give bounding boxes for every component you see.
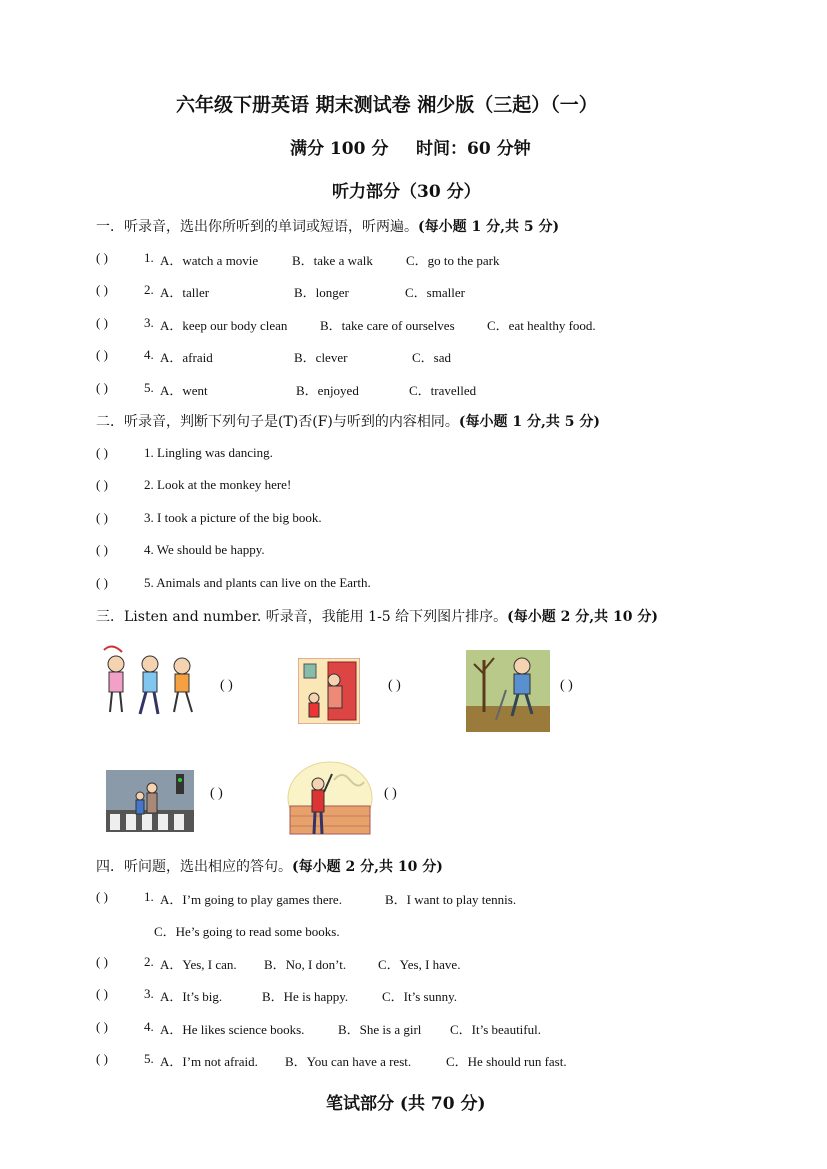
question-number: 3. xyxy=(144,315,154,330)
answer-blank[interactable]: ( ) xyxy=(96,575,108,590)
question-number: 1. xyxy=(144,889,154,904)
section1-points: (每小题 1 分,共 5 分) xyxy=(418,219,560,235)
statement-text: 3. I took a picture of the big book. xyxy=(144,510,322,525)
option-a: A．Yes, I can. xyxy=(160,957,237,972)
drawing-on-wall-picture xyxy=(284,760,374,838)
option-a: A．I’m going to play games there. xyxy=(160,892,342,907)
family-door-picture xyxy=(298,658,360,724)
section2-instruction: 二．听录音，判断下列句子是(T)否(F)与听到的内容相同。 xyxy=(96,414,459,430)
answer-blank[interactable]: ( ) xyxy=(96,282,108,297)
question-number: 4. xyxy=(144,1019,154,1034)
score-info: 满分 100 分 xyxy=(290,139,389,159)
picture1-answer-blank[interactable]: ( ) xyxy=(220,678,233,693)
answer-blank[interactable]: ( ) xyxy=(96,510,108,525)
section2-points: (每小题 1 分,共 5 分) xyxy=(458,414,601,430)
option-b: B．longer xyxy=(294,285,349,300)
option-c: C．smaller xyxy=(405,285,465,300)
picture4-answer-blank[interactable]: ( ) xyxy=(210,786,223,801)
option-c: C．Yes, I have. xyxy=(378,957,461,972)
option-a: A．afraid xyxy=(160,350,213,365)
statement-text: 4. We should be happy. xyxy=(144,542,265,557)
statement-text: 1. Lingling was dancing. xyxy=(144,445,273,460)
page-title: 六年级下册英语 期末测试卷 湘少版（三起）（一） xyxy=(176,94,598,116)
section1-heading xyxy=(96,216,559,236)
answer-blank[interactable]: ( ) xyxy=(96,445,108,460)
question-number: 2. xyxy=(144,954,154,969)
option-c: C．travelled xyxy=(409,383,477,398)
question-number: 4. xyxy=(144,347,154,362)
statement-text: 5. Animals and plants can live on the Earth. xyxy=(144,575,371,590)
answer-blank[interactable]: ( ) xyxy=(96,380,108,395)
option-c: C．It’s beautiful. xyxy=(450,1022,541,1037)
section4-instruction: 四．听问题，选出相应的答句。 xyxy=(96,859,292,875)
time-info: 时间：60 分钟 xyxy=(416,139,531,159)
picture3-answer-blank[interactable]: ( ) xyxy=(560,678,573,693)
section4-heading xyxy=(96,856,443,876)
option-b: B．No, I don’t. xyxy=(264,957,347,972)
option-a: A．taller xyxy=(160,285,210,300)
answer-blank[interactable]: ( ) xyxy=(96,542,108,557)
answer-blank[interactable]: ( ) xyxy=(96,250,108,265)
written-part-heading: 笔试部分 (共 70 分) xyxy=(326,1094,486,1114)
listening-part-heading: 听力部分（30 分） xyxy=(332,182,481,202)
option-c: C．He’s going to read some books. xyxy=(154,924,340,939)
planting-tree-picture xyxy=(466,650,550,732)
answer-blank[interactable]: ( ) xyxy=(96,315,108,330)
option-b: B．She is a girl xyxy=(338,1022,422,1037)
option-b: B．You can have a rest. xyxy=(285,1054,412,1069)
section3-instruction: 三．Listen and number. 听录音，我能用 1-5 给下列图片排序。 xyxy=(96,609,508,625)
answer-blank[interactable]: ( ) xyxy=(96,1019,108,1034)
option-b: B．take a walk xyxy=(292,253,373,268)
answer-blank[interactable]: ( ) xyxy=(96,889,108,904)
option-c: C．He should run fast. xyxy=(446,1054,567,1069)
option-b: B．take care of ourselves xyxy=(320,318,455,333)
question-number: 2. xyxy=(144,282,154,297)
section1-instruction: 一．听录音，选出你所听到的单词或短语，听两遍。 xyxy=(96,219,418,235)
option-a: A．watch a movie xyxy=(160,253,259,268)
answer-blank[interactable]: ( ) xyxy=(96,1051,108,1066)
question-number: 5. xyxy=(144,380,154,395)
option-a: A．It’s big. xyxy=(160,989,223,1004)
answer-blank[interactable]: ( ) xyxy=(96,986,108,1001)
kids-playing-picture xyxy=(100,644,200,720)
option-a: A．keep our body clean xyxy=(160,318,288,333)
crossing-street-picture xyxy=(106,770,194,832)
option-a: A．I’m not afraid. xyxy=(160,1054,258,1069)
option-c: C．It’s sunny. xyxy=(382,989,457,1004)
section2-heading xyxy=(96,411,600,431)
picture5-answer-blank[interactable]: ( ) xyxy=(384,786,397,801)
picture2-answer-blank[interactable]: ( ) xyxy=(388,678,401,693)
option-a: A．He likes science books. xyxy=(160,1022,305,1037)
option-c: C．go to the park xyxy=(406,253,500,268)
option-c: C．sad xyxy=(412,350,452,365)
option-c: C．eat healthy food. xyxy=(487,318,596,333)
option-b: B．enjoyed xyxy=(296,383,359,398)
question-number: 3. xyxy=(144,986,154,1001)
option-a: A．went xyxy=(160,383,208,398)
section4-points: (每小题 2 分,共 10 分) xyxy=(292,859,443,875)
answer-blank[interactable]: ( ) xyxy=(96,954,108,969)
section3-points: (每小题 2 分,共 10 分) xyxy=(507,609,659,625)
answer-blank[interactable]: ( ) xyxy=(96,347,108,362)
answer-blank[interactable]: ( ) xyxy=(96,477,108,492)
section3-heading xyxy=(96,606,658,626)
option-b: B．He is happy. xyxy=(262,989,349,1004)
question-number: 5. xyxy=(144,1051,154,1066)
question-number: 1. xyxy=(144,250,154,265)
statement-text: 2. Look at the monkey here! xyxy=(144,477,292,492)
option-b: B．clever xyxy=(294,350,348,365)
option-b: B．I want to play tennis. xyxy=(385,892,517,907)
